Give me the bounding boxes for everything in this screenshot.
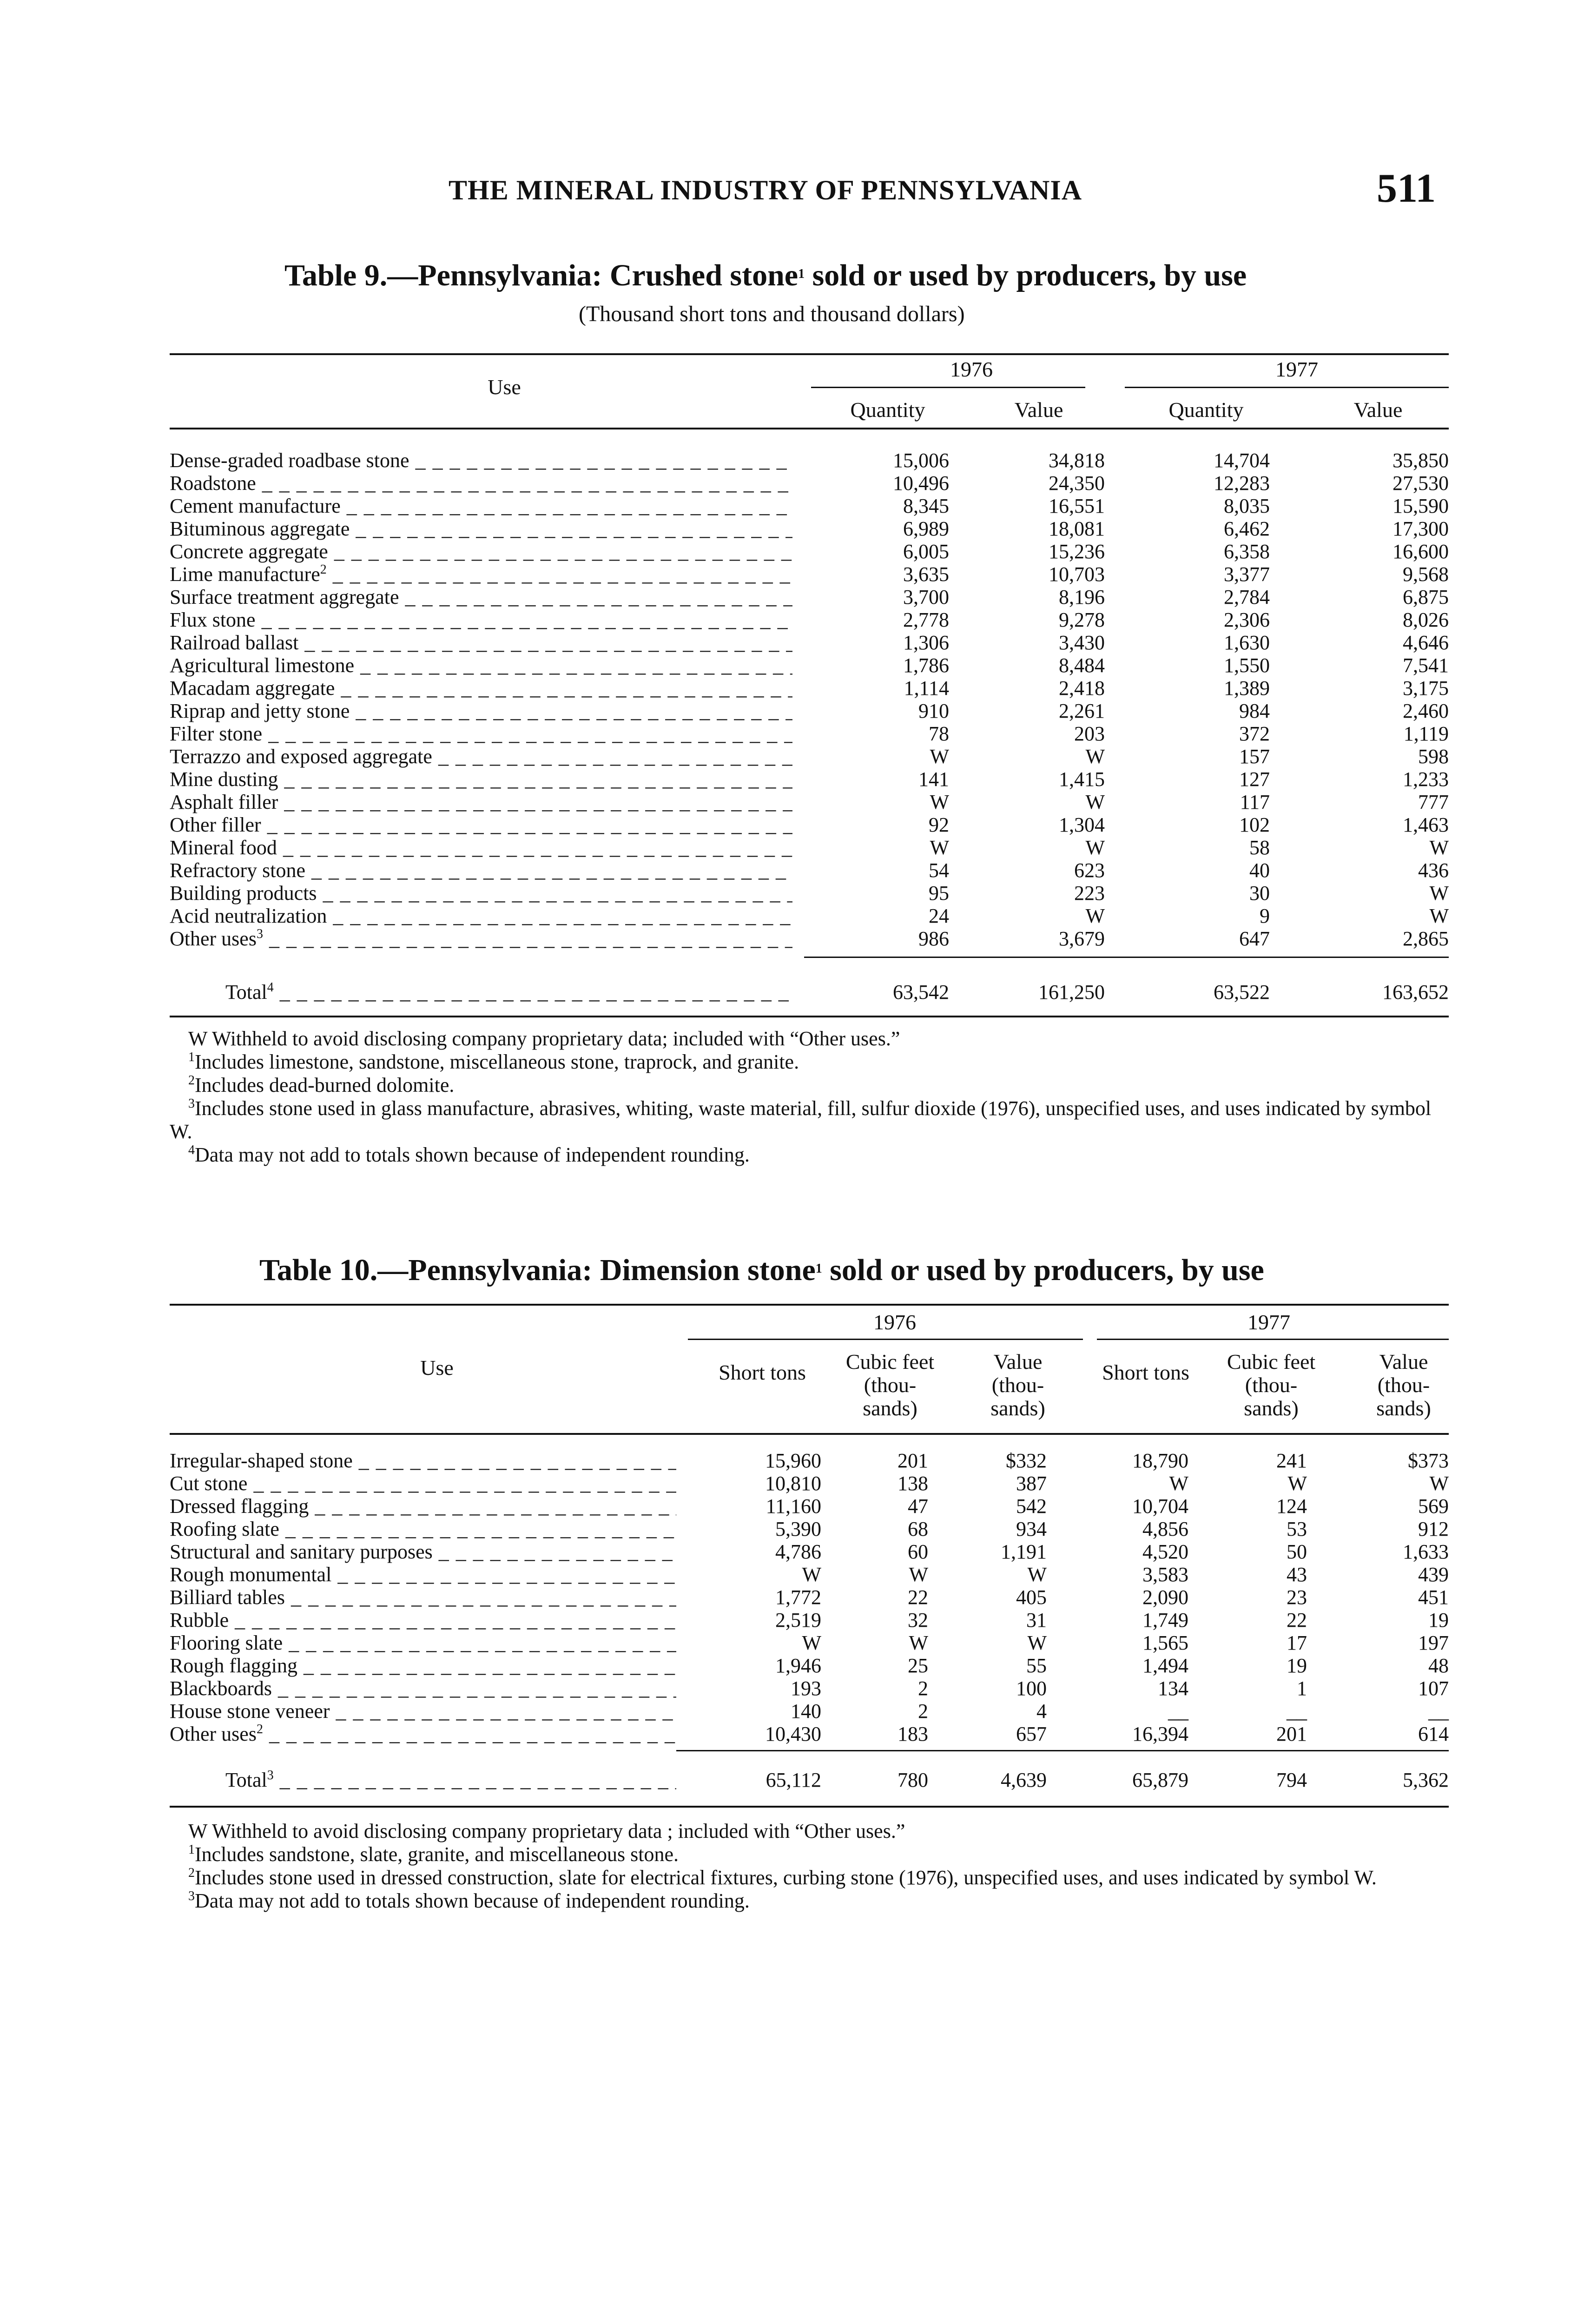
table-row: Rough monumental _ _ _ W W W 3,583 43 439 [170, 1563, 1449, 1586]
footnote: $^1$Includes limestone, sandstone, miscellaneous stone, traprock, and granite. [188, 1050, 799, 1073]
table9-body [170, 449, 1449, 950]
footnote: $^2$Includes stone used in dressed construction, slate for electrical fixtures, curbing stone (1976), unspecified uses, and uses indicated by symbol W. [188, 1866, 1377, 1889]
table9-total-rule [804, 957, 1449, 958]
table10-header-rule [170, 1433, 1449, 1435]
table10-col-value-1977: Value (thou- sands) [1376, 1350, 1431, 1420]
table9-1976-rule [811, 387, 1085, 388]
table10-1976-rule [688, 1339, 1083, 1340]
table-row: Rubble _ _ _ 2,519 32 31 1,749 22 19 [170, 1609, 1449, 1631]
table-row: Structural and sanitary purposes _ _ _ 4,786 60 1,191 4,520 50 1,633 [170, 1540, 1449, 1563]
table-row: Roadstone _ _ _ 10,496 24,350 12,283 27,530 [170, 472, 1449, 495]
table-row: Bituminous aggregate _ _ _ 6,989 18,081 6,462 17,300 [170, 517, 1449, 540]
table-row: Asphalt filler _ _ _ W W 117 777 [170, 791, 1449, 813]
table-row: Dressed flagging _ _ _ 11,160 47 542 10,704 124 569 [170, 1495, 1449, 1518]
table10-col-value-1976: Value (thou- sands) [990, 1350, 1045, 1420]
table10-1977-rule [1097, 1339, 1449, 1340]
table9-header-rule [170, 428, 1449, 429]
table10-bottom-rule [170, 1806, 1449, 1808]
table9-bottom-rule [170, 1016, 1449, 1017]
table10-col-cubic-feet-1976: Cubic feet (thou- sands) [845, 1350, 935, 1420]
table-row: Cement manufacture _ _ _ 8,345 16,551 8,035 15,590 [170, 495, 1449, 517]
table10-year-1976: 1976 [873, 1310, 916, 1334]
table9-col-value-1977: Value [1353, 398, 1403, 422]
table-row: Agricultural limestone _ _ _ 1,786 8,484 1,550 7,541 [170, 654, 1449, 677]
table-row: Rough flagging _ _ _ 1,946 25 55 1,494 19 48 [170, 1654, 1449, 1677]
table-row: Other uses$^3$ _ _ _ 986 3,679 647 2,865 [170, 927, 1449, 950]
table9-footnotes [170, 1027, 1449, 1167]
table10-col-short-tons-1977: Short tons [1102, 1360, 1189, 1384]
page-number: 511 [1377, 166, 1436, 211]
table10-total-row: Total$^3$ _ _ _ 65,112 780 4,639 65,879 794 5,362 [170, 1766, 1449, 1794]
table-row: Other filler _ _ _ 92 1,304 102 1,463 [170, 813, 1449, 836]
footnote: $^2$Includes dead-burned dolomite. [188, 1073, 455, 1096]
table10-title: Table 10.—Pennsylvania: Dimension stone$^1$ sold or used by producers, by use [259, 1253, 1264, 1287]
table-row: Lime manufacture$^2$ _ _ _ 3,635 10,703 3,377 9,568 [170, 563, 1449, 586]
footnote: $^4$Data may not add to totals shown because of independent rounding. [188, 1143, 750, 1166]
table-row: Irregular-shaped stone _ _ _ 15,960 201 $332 18,790 241 $373 [170, 1449, 1449, 1472]
table10-year-1977: 1977 [1247, 1310, 1290, 1334]
table10-top-rule [170, 1304, 1449, 1306]
table-row: Surface treatment aggregate _ _ _ 3,700 8,196 2,784 6,875 [170, 586, 1449, 608]
table-row: Roofing slate _ _ _ 5,390 68 934 4,856 53 912 [170, 1518, 1449, 1540]
table9-use-header: Use [488, 375, 521, 399]
table-row: Acid neutralization _ _ _ 24 W 9 W [170, 905, 1449, 927]
table-row: Concrete aggregate _ _ _ 6,005 15,236 6,358 16,600 [170, 540, 1449, 563]
table-row: Mineral food _ _ _ W W 58 W [170, 836, 1449, 859]
table-row: Flooring slate _ _ _ W W W 1,565 17 197 [170, 1631, 1449, 1654]
table-row: Terrazzo and exposed aggregate _ _ _ W W 157 598 [170, 745, 1449, 768]
table10-col-short-tons-1976: Short tons [719, 1360, 806, 1384]
footnote: $^3$Data may not add to totals shown because of independent rounding. [188, 1889, 750, 1912]
table9-year-1976: 1976 [950, 357, 993, 381]
footnote: $^3$Includes stone used in glass manufacture, abrasives, whiting, waste material, fill, sulfur dioxide (1976), unspecified uses, and uses indicated by symbol W. [170, 1096, 1432, 1143]
table10-col-cubic-feet-1977: Cubic feet (thou- sands) [1227, 1350, 1316, 1420]
table9-year-1977: 1977 [1275, 357, 1318, 381]
running-title: THE MINERAL INDUSTRY OF PENNSYLVANIA [449, 175, 1082, 205]
table-row: Filter stone _ _ _ 78 203 372 1,119 [170, 722, 1449, 745]
table10-footnotes [188, 1820, 1449, 1913]
table9-col-quantity-1977: Quantity [1168, 398, 1244, 422]
footnote: $^1$Includes sandstone, slate, granite, and miscellaneous stone. [188, 1842, 679, 1866]
table-row: Riprap and jetty stone _ _ _ 910 2,261 984 2,460 [170, 700, 1449, 722]
table-row: Refractory stone _ _ _ 54 623 40 436 [170, 859, 1449, 882]
table-row: Macadam aggregate _ _ _ 1,114 2,418 1,389 3,175 [170, 677, 1449, 700]
footnote: W Withheld to avoid disclosing company proprietary data ; included with “Other uses.” [188, 1820, 905, 1842]
footnote: W Withheld to avoid disclosing company proprietary data; included with “Other uses.” [188, 1027, 900, 1050]
table-row: Billiard tables _ _ _ 1,772 22 405 2,090 23 451 [170, 1586, 1449, 1609]
table9-top-rule [170, 353, 1449, 355]
table-row: Mine dusting _ _ _ 141 1,415 127 1,233 [170, 768, 1449, 791]
table9-total-row: Total$^4$ _ _ _ 63,542 161,250 63,522 163,652 [170, 978, 1449, 1006]
table9-col-quantity-1976: Quantity [850, 398, 925, 422]
table-row: Cut stone _ _ _ 10,810 138 387 W W W [170, 1472, 1449, 1495]
table-row: Other uses$^2$ _ _ _ 10,430 183 657 16,394 201 614 [170, 1723, 1449, 1745]
table10-body [170, 1449, 1449, 1745]
table9-subtitle: (Thousand short tons and thousand dollars) [579, 302, 965, 326]
table-row: Blackboards _ _ _ 193 2 100 134 1 107 [170, 1677, 1449, 1700]
table-row: Dense-graded roadbase stone _ _ _ 15,006 34,818 14,704 35,850 [170, 449, 1449, 472]
table-row: Building products _ _ _ 95 223 30 W [170, 882, 1449, 905]
table9-title: Table 9.—Pennsylvania: Crushed stone$^1$ sold or used by producers, by use [284, 258, 1247, 292]
table10-use-header: Use [420, 1356, 454, 1380]
table-row: Flux stone _ _ _ 2,778 9,278 2,306 8,026 [170, 608, 1449, 631]
table-row: Railroad ballast _ _ _ 1,306 3,430 1,630 4,646 [170, 631, 1449, 654]
table9-col-value-1976: Value [1014, 398, 1063, 422]
table-row: House stone veneer _ _ _ 140 2 4 __ __ __ [170, 1700, 1449, 1723]
table10-total-rule [676, 1750, 1449, 1751]
table9-1977-rule [1125, 387, 1449, 388]
